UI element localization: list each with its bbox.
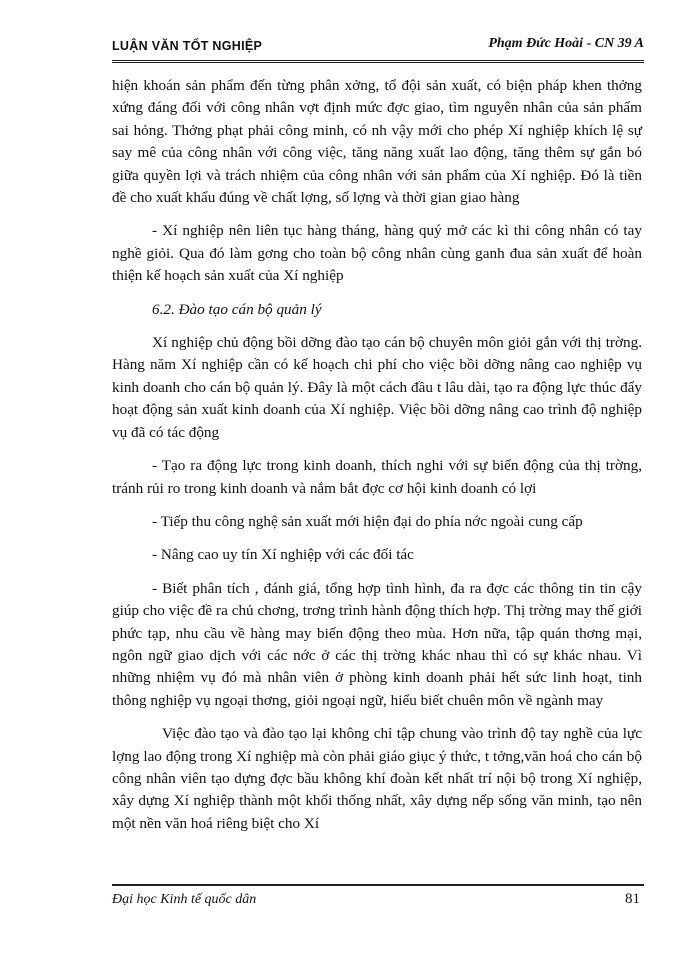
section-heading: 6.2. Đào tạo cán bộ quản lý <box>152 300 322 318</box>
page-number: 81 <box>625 891 640 907</box>
bullet-business-motivation: - Tạo ra động lực trong kinh doanh, thích nghi với sự biến động của thị trờng, tránh rủi ro trong kinh doanh và nắm bắt đợc cơ hội kinh doanh có lợi <box>112 457 642 497</box>
page-footer <box>112 884 644 906</box>
paragraph-reward-policy: hiện khoán sản phẩm đến từng phân xởng, tổ đội sản xuất, có biện pháp khen thởng xứng đáng đối với công nhân vợt định mức đợc giao, tìm nguyên nhân của sản phẩm sai hỏng. Thởng phạt phải công minh, có nh vậy mới cho phép Xí nghiệp khích lệ sự say mê của công nhân với công việc, tăng năng xuất lao động, tăng thêm sự gắn bó giữa quyền lợi và trách nhiệm của công nhân với sản phẩm của Xí nghiệp. Đó là tiền đề cho xuất khẩu đúng về chất lợng, số lợng và thời gian giao hàng <box>112 77 642 207</box>
document-body <box>112 75 642 846</box>
page-header <box>112 36 644 63</box>
bullet-technology: - Tiếp thu công nghệ sản xuất mới hiện đại do phía nớc ngoài cung cấp <box>152 512 583 530</box>
paragraph-skill-contest: - Xí nghiệp nên liên tục hàng tháng, hàng quý mở các kì thi công nhân có tay nghề giỏi. Qua đó làm gơng cho toàn bộ công nhân cùng ganh đua sản xuất để hoàn thiện kế hoạch sản xuất của Xí nghiệp <box>112 222 642 285</box>
thesis-title: LUẬN VĂN TỐT NGHIỆP <box>112 39 263 53</box>
bullet-reputation: - Nâng cao uy tín Xí nghiệp với các đối tác <box>152 546 414 564</box>
bullet-analysis: - Biết phân tích , đánh giá, tổng hợp tình hình, đa ra đợc các thông tin tin cậy giúp cho việc đề ra chủ chơng, trơng trình hành động thích hợp. Thị trờng may thế giới phức tạp, nhu cầu về hàng may biến động theo mùa. Hơn nữa, tập quán thơng mại, ngôn ngữ giao dịch với các nớc ở các thị trờng khác nhau thì có sự khác nhau. Vì những nhiệm vụ đó mà nhân viên ở phòng kinh doanh phải hết sức linh hoạt, tinh thông nghiệp vụ ngoại thơng, giỏi ngoại ngữ, hiểu biết chuên môn về ngành may <box>112 579 642 709</box>
paragraph-management-training: Xí nghiệp chủ động bồi dỡng đào tạo cán bộ chuyên môn giỏi gắn với thị trờng. Hàng năm Xí nghiệp cần có kế hoạch chi phí cho việc bồi dỡng nâng cao nghiệp vụ kinh doanh cho cán bộ quản lý. Đây là một cách đầu t lâu dài, tạo ra động lực thúc đẩy hoạt động sản xuất kinh doanh của Xí nghiệp. Việc bồi dỡng nâng cao trình độ nghiệp vụ đã có tác động <box>112 334 642 441</box>
author-label: Phạm Đức Hoài - CN 39 A <box>488 36 644 51</box>
paragraph-retraining: Việc đào tạo và đào tạo lại không chỉ tập chung vào trình độ tay nghề của lực lợng lao động trong Xí nghiệp mà còn phải giáo giục ý thức, t tởng,văn hoá cho cán bộ công nhân viên tạo dựng đợc bầu không khí đoàn kết nhất trí nội bộ trong Xí nghiệp, xây dựng Xí nghiệp thành một khối thống nhất, xây dựng nếp sống văn minh, tạo nên một nền văn hoá riêng biệt cho Xí <box>112 725 642 832</box>
school-name: Đại học Kinh tế quốc dân <box>112 892 257 907</box>
